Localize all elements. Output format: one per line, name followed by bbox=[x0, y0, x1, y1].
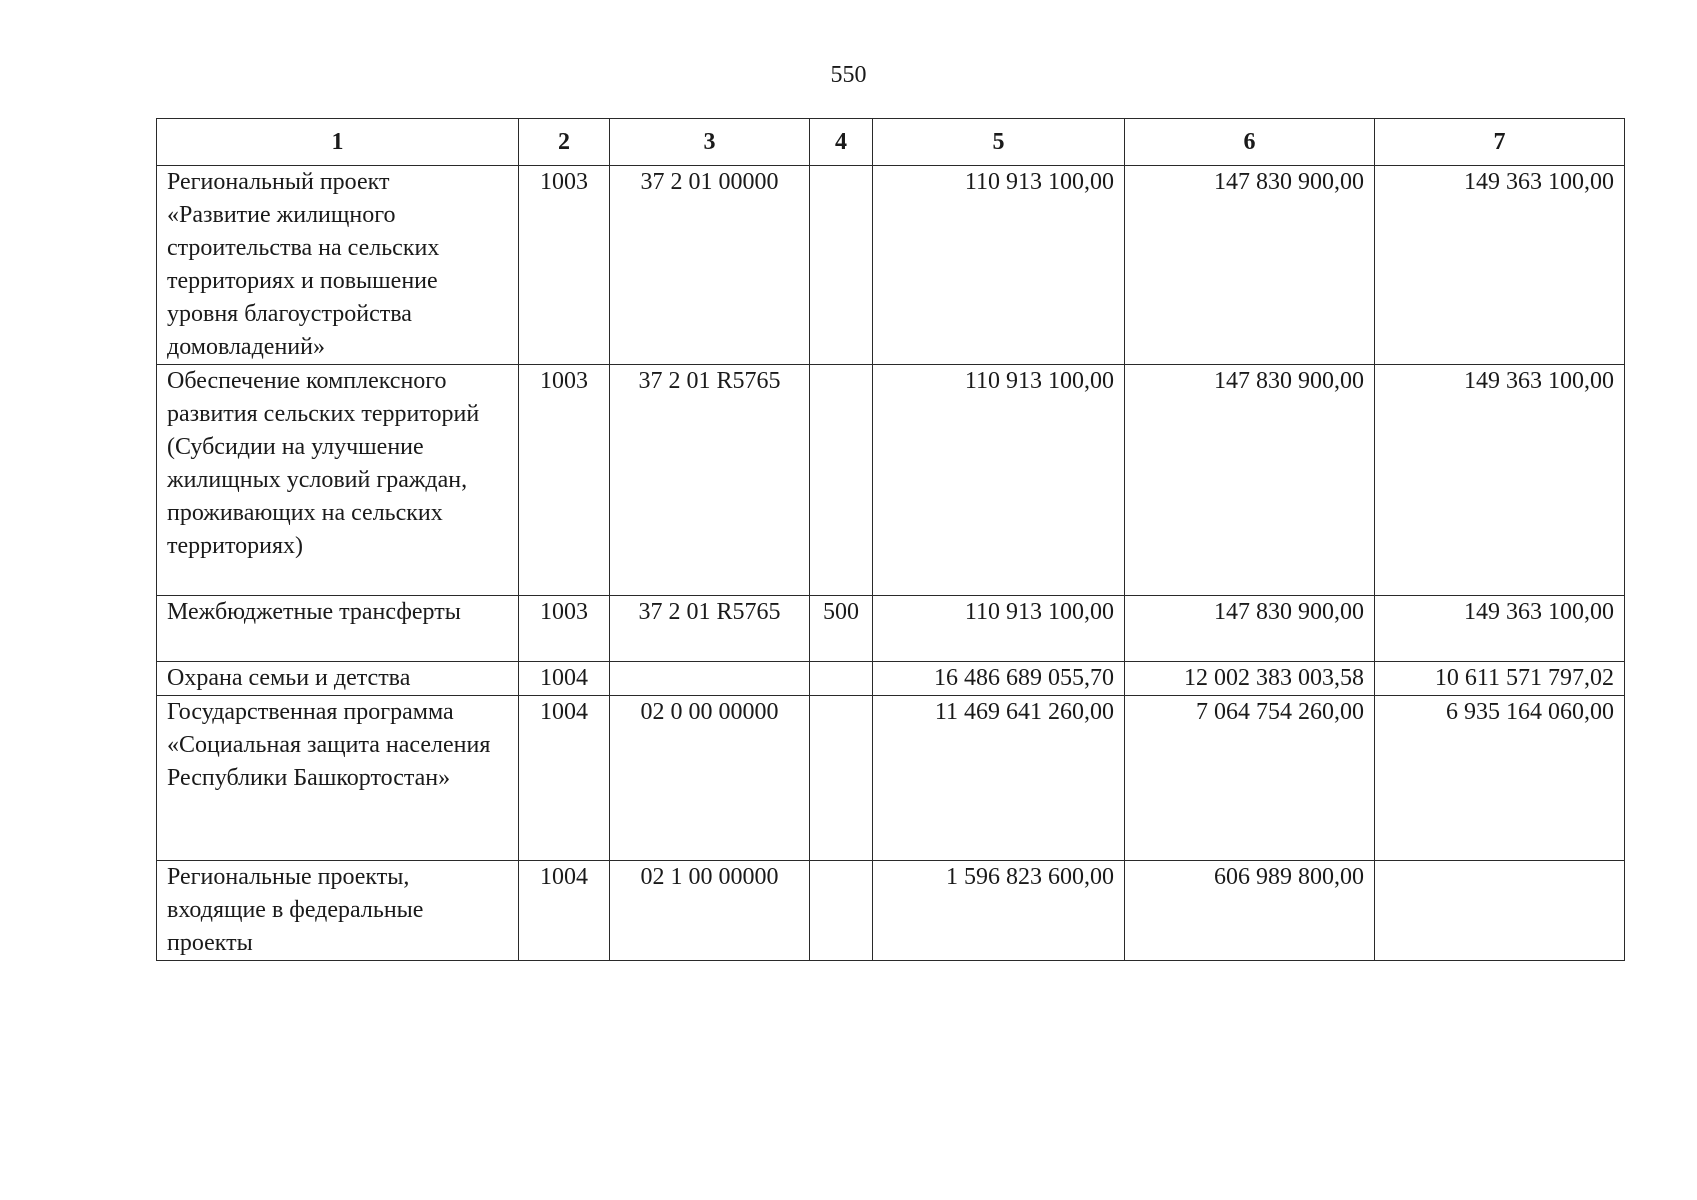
row-value-6: 7 064 754 260,00 bbox=[1125, 696, 1375, 861]
row-value-7: 149 363 100,00 bbox=[1375, 166, 1625, 365]
row-section: 1003 bbox=[519, 596, 610, 662]
row-value-6: 12 002 383 003,58 bbox=[1125, 662, 1375, 696]
header-col-3: 3 bbox=[610, 119, 810, 166]
row-section: 1004 bbox=[519, 861, 610, 961]
table-row bbox=[157, 596, 1625, 662]
row-name bbox=[157, 166, 519, 365]
row-value-7 bbox=[1375, 861, 1625, 961]
row-name-text: Региональные проекты, входящие в федеральные проекты bbox=[167, 864, 424, 956]
row-type bbox=[810, 696, 873, 861]
header-row bbox=[157, 119, 1625, 166]
header-col-5: 5 bbox=[873, 119, 1125, 166]
header-col-2: 2 bbox=[519, 119, 610, 166]
table-row bbox=[157, 662, 1625, 696]
page-number: 550 bbox=[830, 62, 867, 88]
row-value-7: 10 611 571 797,02 bbox=[1375, 662, 1625, 696]
header-col-1: 1 bbox=[157, 119, 519, 166]
row-type bbox=[810, 166, 873, 365]
row-section: 1003 bbox=[519, 166, 610, 365]
row-section: 1004 bbox=[519, 696, 610, 861]
row-code: 02 1 00 00000 bbox=[610, 861, 810, 961]
row-name-text: Охрана семьи и детства bbox=[167, 665, 411, 691]
row-name-text: Обеспечение комплексного развития сельских территорий (Субсидии на улучшение жилищных условий граждан, проживающих на сельских территориях) bbox=[167, 368, 480, 559]
row-name bbox=[157, 596, 519, 662]
row-name bbox=[157, 696, 519, 861]
row-code: 37 2 01 00000 bbox=[610, 166, 810, 365]
row-section: 1004 bbox=[519, 662, 610, 696]
row-value-6: 147 830 900,00 bbox=[1125, 365, 1375, 596]
row-type: 500 bbox=[810, 596, 873, 662]
row-value-7: 149 363 100,00 bbox=[1375, 596, 1625, 662]
row-type bbox=[810, 861, 873, 961]
row-value-5: 110 913 100,00 bbox=[873, 365, 1125, 596]
row-section: 1003 bbox=[519, 365, 610, 596]
row-type bbox=[810, 662, 873, 696]
row-value-5: 110 913 100,00 bbox=[873, 166, 1125, 365]
row-value-5: 1 596 823 600,00 bbox=[873, 861, 1125, 961]
row-value-5: 110 913 100,00 bbox=[873, 596, 1125, 662]
row-name bbox=[157, 365, 519, 596]
row-name-text: Государственная программа «Социальная защита населения Республики Башкортостан» bbox=[167, 699, 491, 791]
table-row bbox=[157, 861, 1625, 961]
row-code bbox=[610, 662, 810, 696]
row-name bbox=[157, 861, 519, 961]
row-code: 37 2 01 R5765 bbox=[610, 365, 810, 596]
row-value-7: 149 363 100,00 bbox=[1375, 365, 1625, 596]
row-value-6: 147 830 900,00 bbox=[1125, 596, 1375, 662]
header-col-7: 7 bbox=[1375, 119, 1625, 166]
row-value-5: 11 469 641 260,00 bbox=[873, 696, 1125, 861]
row-name bbox=[157, 662, 519, 696]
row-name-text: Региональный проект «Развитие жилищного строительства на сельских территориях и повышение уровня благоустройства домовладений» bbox=[167, 169, 440, 360]
budget-table bbox=[156, 118, 1625, 961]
header-col-6: 6 bbox=[1125, 119, 1375, 166]
table-row bbox=[157, 696, 1625, 861]
table-row bbox=[157, 166, 1625, 365]
row-value-7: 6 935 164 060,00 bbox=[1375, 696, 1625, 861]
row-value-5: 16 486 689 055,70 bbox=[873, 662, 1125, 696]
row-value-6: 147 830 900,00 bbox=[1125, 166, 1375, 365]
row-type bbox=[810, 365, 873, 596]
table-row bbox=[157, 365, 1625, 596]
row-value-6: 606 989 800,00 bbox=[1125, 861, 1375, 961]
header-col-4: 4 bbox=[810, 119, 873, 166]
row-code: 37 2 01 R5765 bbox=[610, 596, 810, 662]
row-code: 02 0 00 00000 bbox=[610, 696, 810, 861]
row-name-text: Межбюджетные трансферты bbox=[167, 599, 461, 625]
